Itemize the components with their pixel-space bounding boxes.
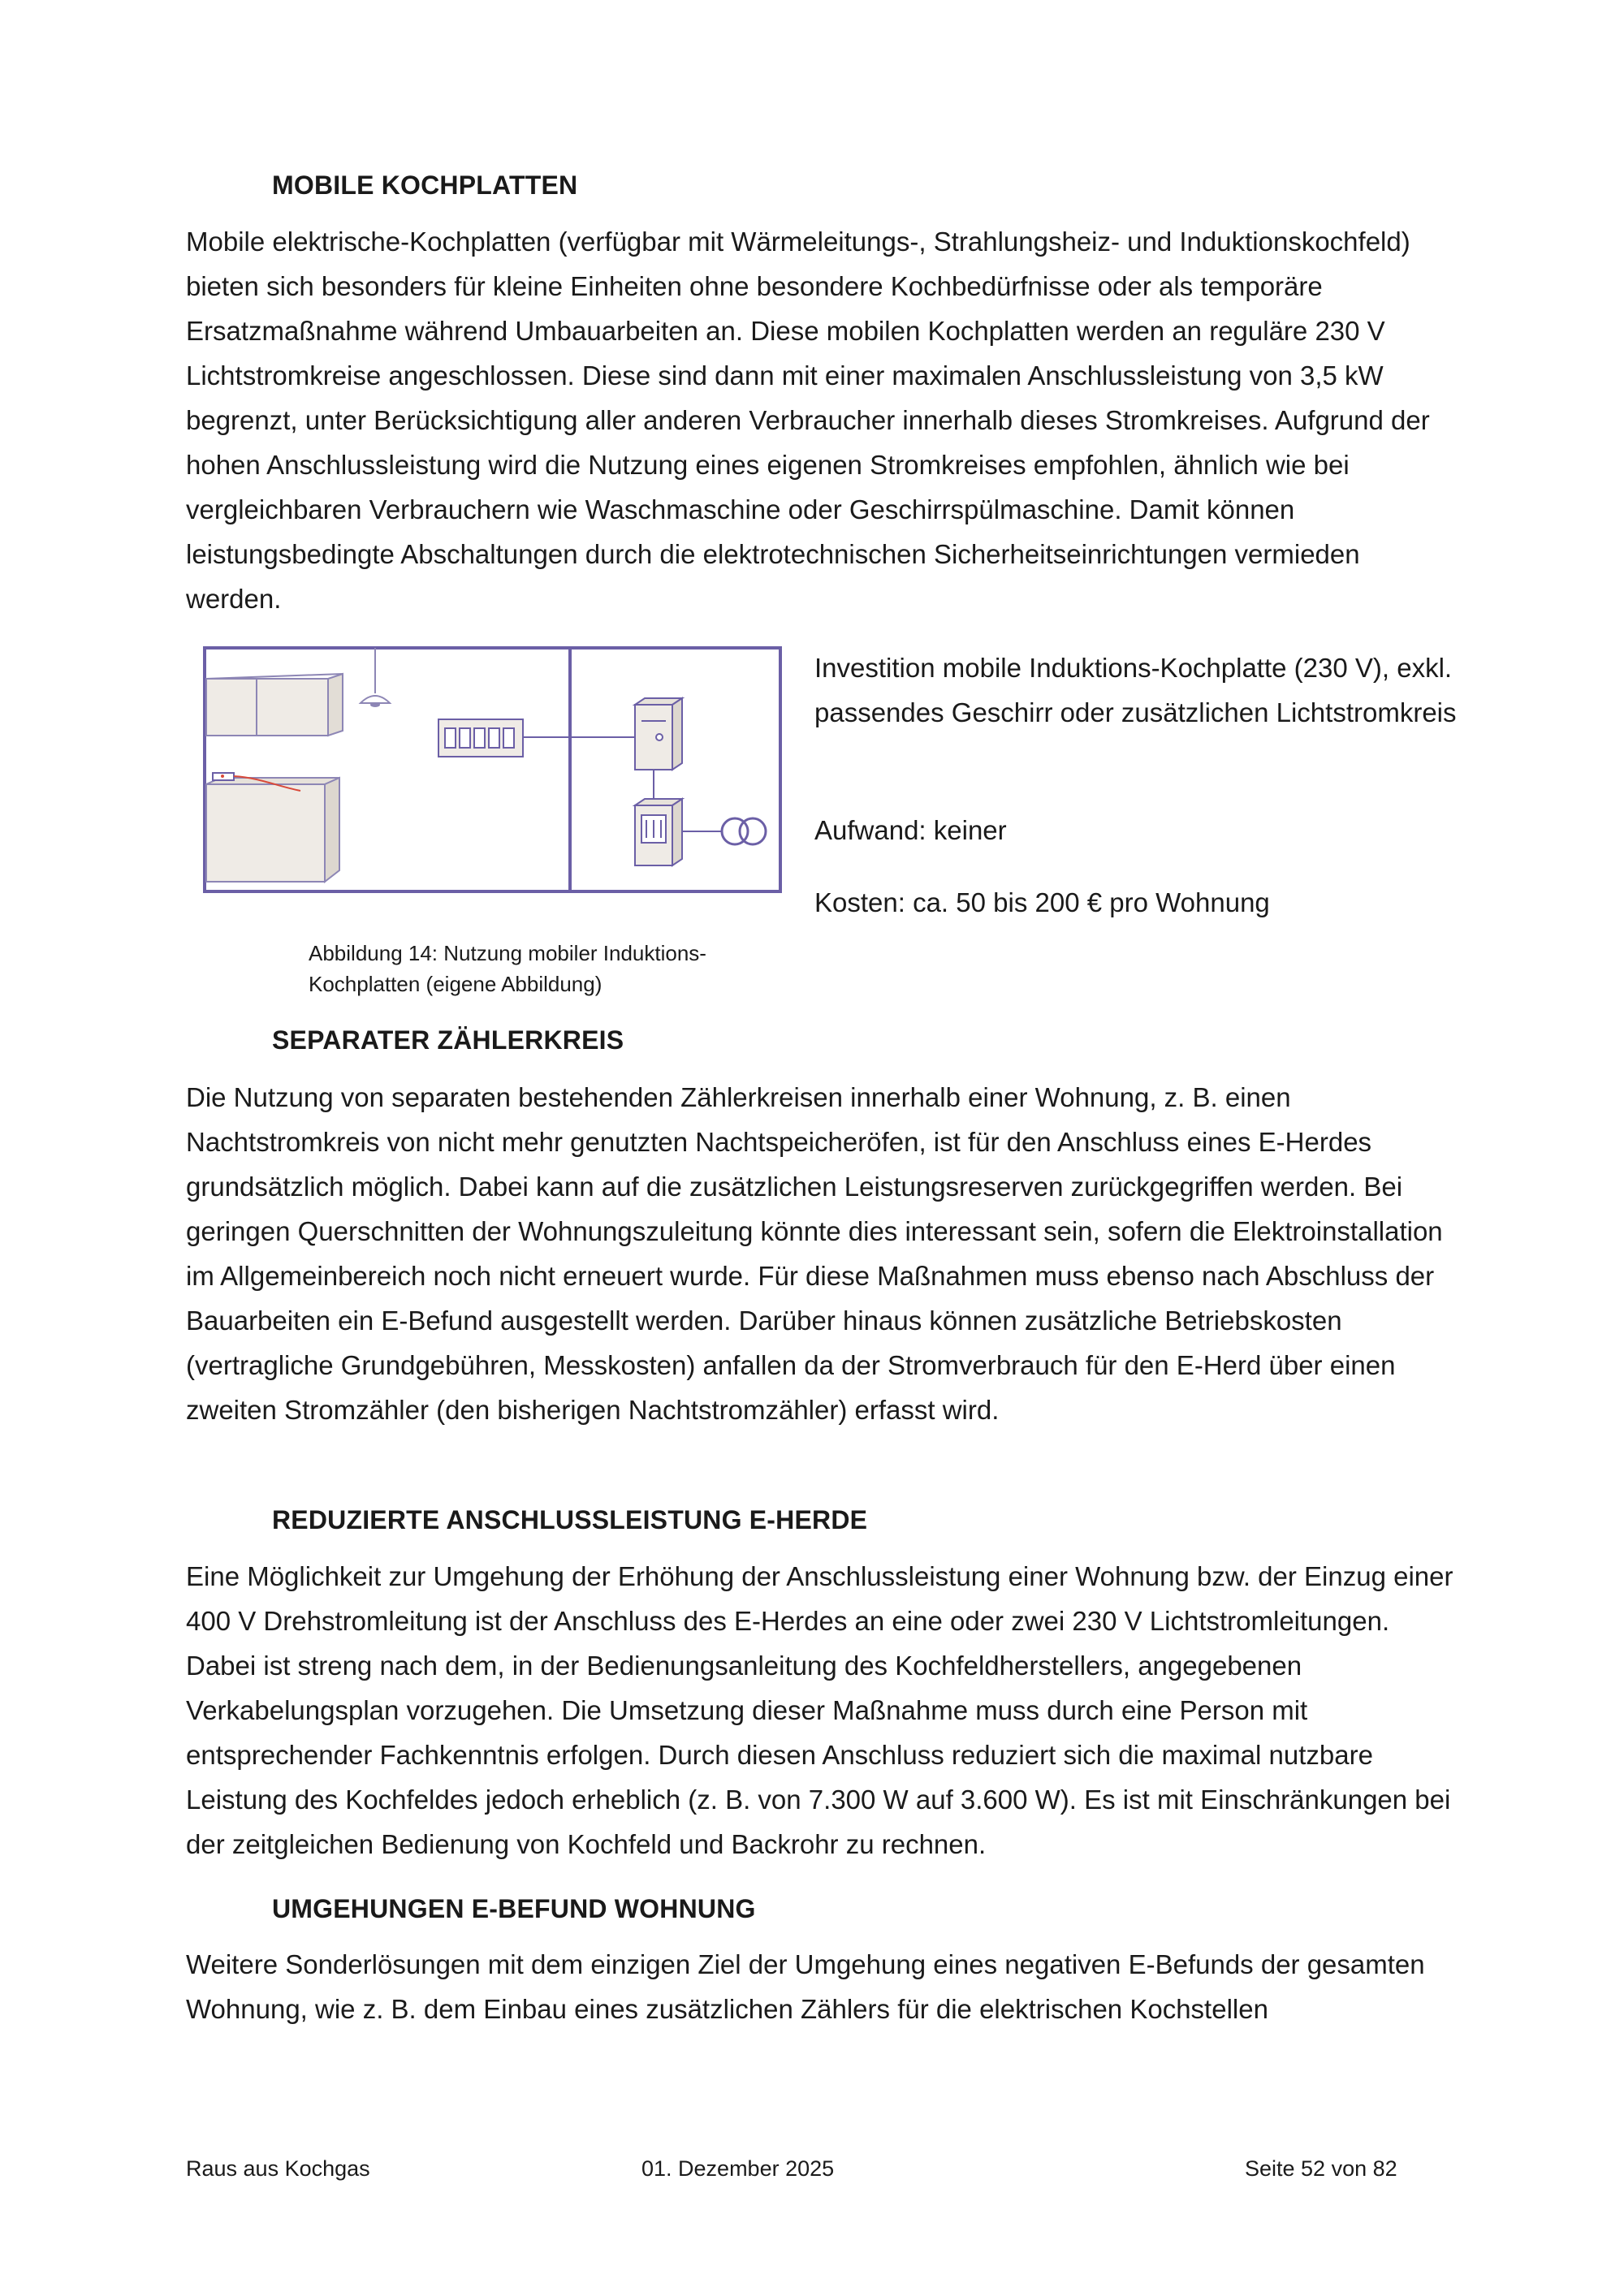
upper-cabinet-drawing bbox=[206, 674, 343, 736]
footer-date: 01. Dezember 2025 bbox=[641, 2156, 835, 2181]
heading-umgehungen-e-befund: UMGEHUNGEN E-BEFUND WOHNUNG bbox=[272, 1894, 756, 1923]
heading-mobile-kochplatten: MOBILE KOCHPLATTEN bbox=[272, 170, 578, 200]
paragraph-umgehungen-e-befund: Weitere Sonderlösungen mit dem einzigen Ziel der Umgehung eines negativen E-Befunds der gesamten Wohnung, wie z. B. dem Einbau eines zusätzlichen Zählers für die elektrischen Kochstellen bbox=[186, 1949, 1425, 2024]
paragraph-separater-zaehlerkreis: Die Nutzung von separaten bestehenden Zählerkreisen innerhalb einer Wohnung, z. B. einen Nachtstromkreis von nicht mehr genutzten Nachtspeicheröfen, ist für den Anschluss eines E-Herdes grundsätzlich möglich. Dabei kann auf die zusätzlichen Leistungsreserven zurückgegriffen werden. Bei geringen Querschnitten der Wohnungszuleitung könnte dies interessant sein, sofern die Elektroinstallation im Allgemeinbereich noch nicht erneuert wurde. Für diese Maßnahmen muss ebenso nach Abschluss der Bauarbeiten ein E-Befund ausgestellt werden. Darüber hinaus können zusätzliche Betriebskosten (vertragliche Grundgebühren, Messkosten) anfallen da der Stromverbrauch für den E-Herd über einen zweiten Stromzähler (den bisherigen Nachtstromzähler) erfasst wird. bbox=[186, 1082, 1443, 1425]
footer-document-title: Raus aus Kochgas bbox=[186, 2156, 370, 2181]
effort-text: Aufwand: keiner bbox=[814, 815, 1007, 845]
heading-reduzierte-anschlussleistung: REDUZIERTE ANSCHLUSSLEISTUNG E-HERDE bbox=[272, 1505, 868, 1534]
figure-induction-hotplate-illustration bbox=[203, 646, 782, 893]
kitchen-counter-drawing bbox=[206, 773, 339, 882]
footer-page-number: Seite 52 von 82 bbox=[1245, 2156, 1397, 2181]
investment-text: Investition mobile Induktions-Kochplatte (230 V), exkl. passendes Geschirr oder zusätzlichen Lichtstromkreis bbox=[814, 653, 1457, 727]
paragraph-reduzierte-anschlussleistung: Eine Möglichkeit zur Umgehung der Erhöhung der Anschlussleistung einer Wohnung bzw. der Einzug einer 400 V Drehstromleitung ist der Anschluss des E-Herdes an eine oder zwei 230 V Lichtstromleitungen. Dabei ist streng nach dem, in der Bedienungsanleitung des Kochfeldherstellers, angegebenen Verkabelungsplan vorzugehen. Die Umsetzung dieser Maßnahme muss durch eine Person mit entsprechender Fachkenntnis erfolgen. Durch diesen Anschluss reduziert sich die maximal nutzbare Leistung des Kochfeldes jedoch erheblich (z. B. von 7.300 W auf 3.600 W). Es ist mit Einschränkungen bei der zeitgleichen Bedienung von Kochfeld und Backrohr zu rechnen. bbox=[186, 1561, 1453, 1859]
heading-separater-zaehlerkreis: SEPARATER ZÄHLERKREIS bbox=[272, 1025, 624, 1055]
figure-caption: Abbildung 14: Nutzung mobiler Induktions-Kochplatten (eigene Abbildung) bbox=[309, 941, 706, 996]
cost-text: Kosten: ca. 50 bis 200 € pro Wohnung bbox=[814, 887, 1270, 917]
paragraph-mobile-kochplatten: Mobile elektrische-Kochplatten (verfügbar mit Wärmeleitungs-, Strahlungsheiz- und Induktionskochfeld) bieten sich besonders für kleine Einheiten ohne besondere Kochbedürfnisse oder als temporäre Ersatzmaßnahme während Umbauarbeiten an. Diese mobilen Kochplatten werden an reguläre 230 V Lichtstromkreise angeschlossen. Diese sind dann mit einer maximalen Anschlussleistung von 3,5 kW begrenzt, unter Berücksichtigung aller anderen Verbraucher innerhalb dieses Stromkreises. Aufgrund der hohen Anschlussleistung wird die Nutzung eines eigenen Stromkreises empfohlen, ähnlich wie bei vergleichbaren Verbrauchern wie Waschmaschine oder Geschirrspülmaschine. Damit können leistungsbedingte Abschaltungen durch die elektrotechnischen Sicherheitseinrichtungen vermieden werden. bbox=[186, 227, 1430, 614]
